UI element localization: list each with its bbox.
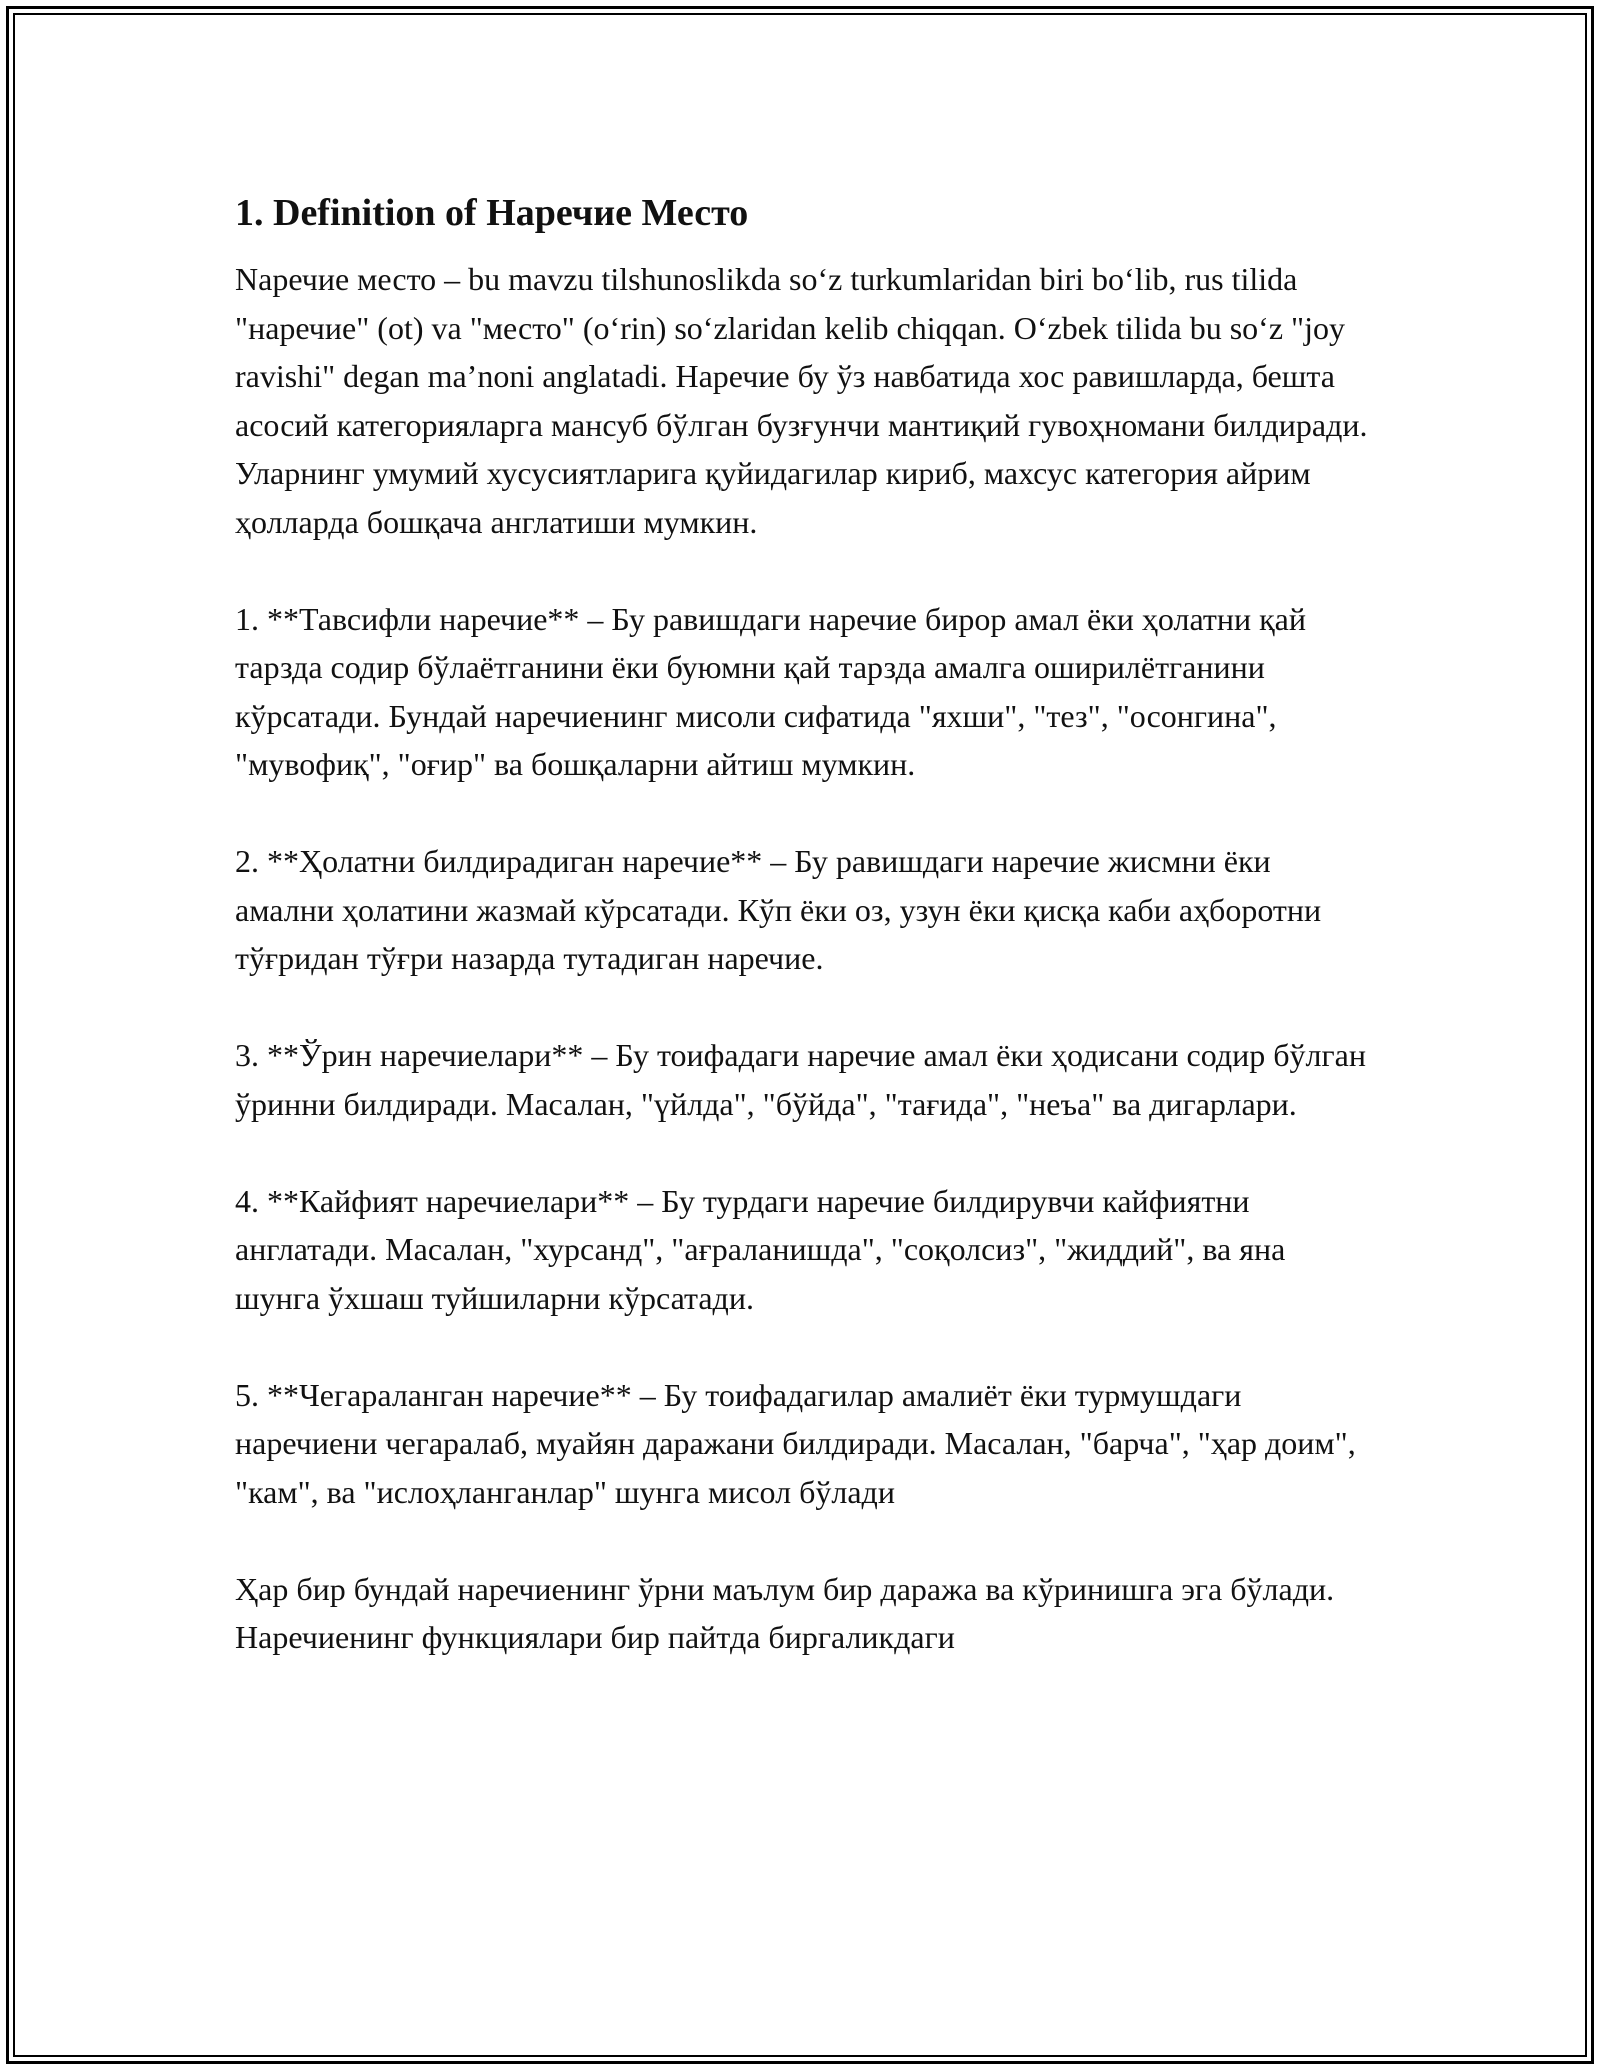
section-heading: 1. Definition of Наречие Место <box>235 192 749 234</box>
list-item-place: 3. **Ўрин наречиелари** – Бу тоифадаги наречие амал ёки ҳодисани содир бўлган ўринни билдиради. Масалан, "үйлда", "бўйда", "тағида", "неъа" ва дигарлари. <box>235 1037 1366 1122</box>
closing-paragraph: Ҳар бир бундай наречиенинг ўрни маълум бир даража ва кўринишга эга бўлади. Наречиенинг функциялари бир пайтда биргаликдаги <box>235 1570 1335 1655</box>
list-item-mood: 4. **Кайфият наречиелари** – Бу турдаги наречие билдирувчи кайфиятни англатади. Масалан, "хурсанд", "ағраланишда", "соқолсиз", "жиддий", ва яна шунга ўхшаш туйшиларни кўрсатади. <box>235 1182 1286 1316</box>
intro-paragraph: Nаречие место – bu mavzu tilshunoslikda soʻz turkumlaridan biri boʻlib, rus tilida "наречие" (ot) va "место" (oʻrin) soʻzlaridan kelib chiqqan. Oʻzbek tilida bu soʻz "joy ravishi" degan maʼnoni anglatadi. Наречие бу ўз навбатида хос равишларда, бешта асосий категорияларга мансуб бўлган бузғунчи мантиқий гувоҳномани билдиради. Уларнинг умумий хусусиятларига қуйидагилар кириб, махсус категория айрим ҳолларда бошқача англатиши мумкин. <box>235 261 1368 540</box>
list-item-state: 2. **Ҳолатни билдирадиган наречие** – Бу равишдаги наречие жисмни ёки амални ҳолатини жазмай кўрсатади. Кўп ёки оз, узун ёки қисқа каби аҳборотни тўғридан тўғри назарда тутадиган наречие. <box>235 843 1322 976</box>
list-item-limited: 5. **Чегараланган наречие** – Бу тоифадагилар амалиёт ёки турмушдаги наречиени чегаралаб, муайян даражани билдиради. Масалан, "барча", "ҳар доим", "кам", ва "ислоҳланганлар" шунга мисол бўлади <box>235 1376 1356 1510</box>
list-item-descriptive: 1. **Тавсифли наречие** – Бу равишдаги наречие бирор амал ёки ҳолатни қай тарзда содир бўлаётганини ёки буюмни қай тарзда амалга оширилётганини кўрсатади. Бундай наречиенинг мисоли сифатида "яхши", "тез", "осонгина", "мувофиқ", "оғир" ва бошқаларни айтиш мумкин. <box>235 600 1306 782</box>
document-body <box>235 183 1370 1662</box>
